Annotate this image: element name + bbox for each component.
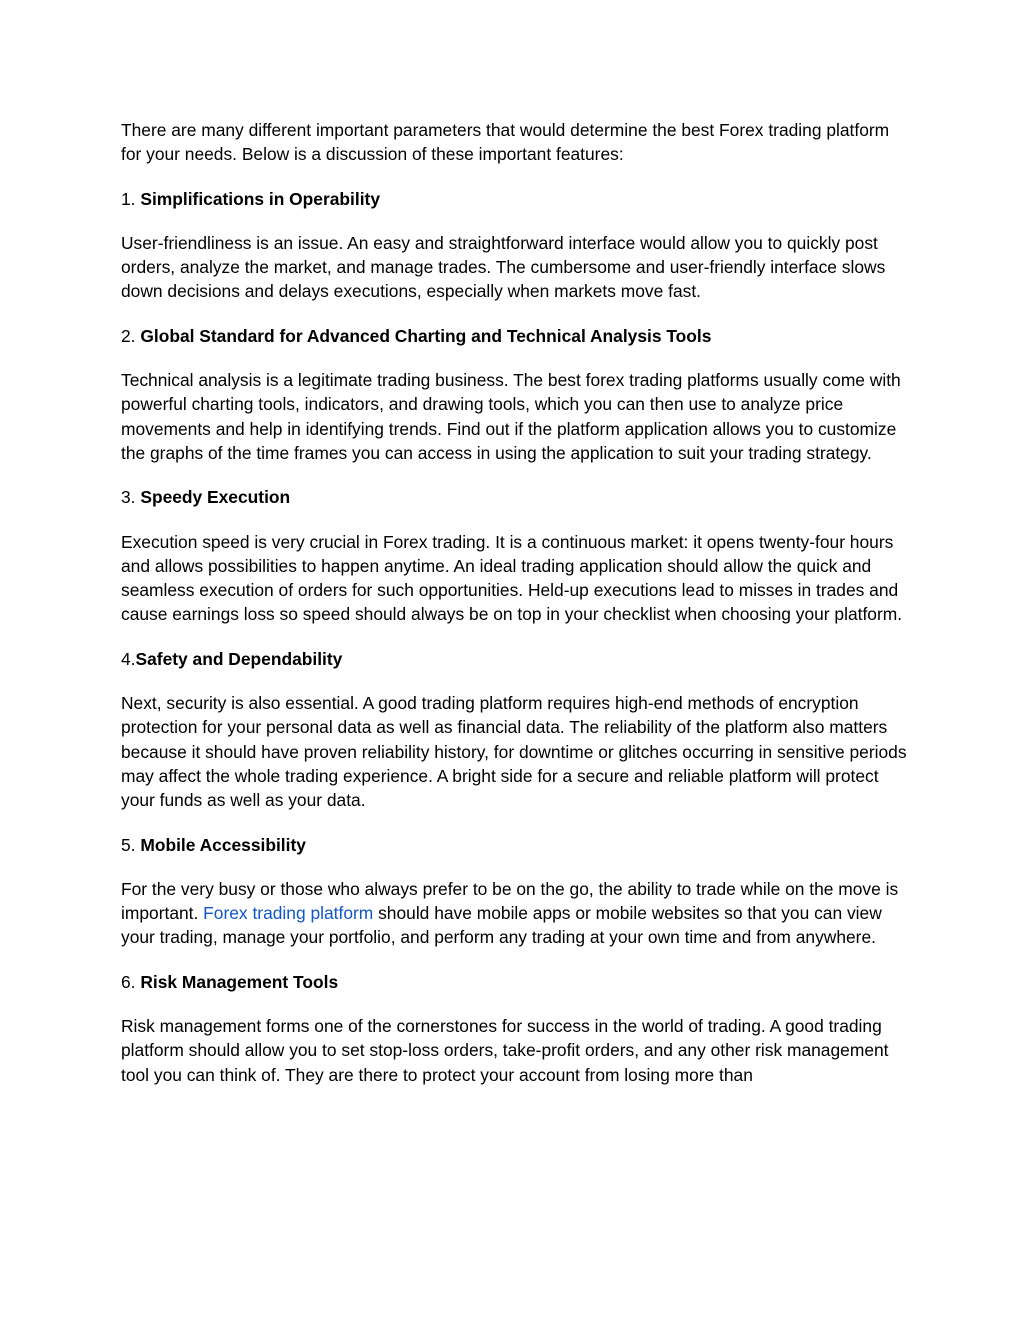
- section-4-number: 4.: [121, 648, 136, 669]
- section-2-body: Technical analysis is a legitimate trading business. The best forex trading platforms usually come with powerful charting tools, indicators, and drawing tools, which you can then use to analyze price movements and help in identifying trends. Find out if the platform application allows you to customize the graphs of the time frames you can access in using the application to suit your trading strategy.: [121, 370, 901, 463]
- section-1-number: 1.: [121, 188, 141, 209]
- section-5-body-before-link: For the very busy or those who always prefer to be on the go, the ability to trade while on the move is important.: [121, 878, 899, 924]
- section-3-number: 3.: [121, 487, 141, 508]
- section-5-body: [121, 877, 911, 950]
- section-2-number: 2.: [121, 325, 141, 346]
- section-5-title: Mobile Accessibility: [140, 834, 306, 855]
- section-4-title: Safety and Dependability: [135, 648, 343, 669]
- section-6-body: Risk management forms one of the cornerstones for success in the world of trading. A good trading platform should allow you to set stop-loss orders, take-profit orders, and any other risk management tool you can think of. They are there to protect your account from losing more than: [121, 1016, 889, 1085]
- forex-trading-platform-link[interactable]: Forex trading platform: [203, 903, 374, 924]
- section-1-body: User-friendliness is an issue. An easy and straightforward interface would allow you to quickly post orders, analyze the market, and manage trades. The cumbersome and user-friendly interface slows down decisions and delays executions, especially when markets move fast.: [121, 232, 886, 302]
- section-1-heading: [121, 187, 911, 211]
- section-2-title: Global Standard for Advanced Charting and Technical Analysis Tools: [140, 325, 712, 346]
- section-3-title: Speedy Execution: [140, 487, 291, 508]
- section-2-heading: [121, 324, 911, 348]
- document-page: [121, 118, 911, 1107]
- section-5-body-after-link: should have mobile apps or mobile websites so that you can view your trading, manage your portfolio, and perform any trading at your own time and from anywhere.: [121, 903, 882, 948]
- section-4-heading: [121, 647, 911, 671]
- section-1-title: Simplifications in Operability: [140, 188, 380, 209]
- section-4-body: Next, security is also essential. A good trading platform requires high-end methods of encryption protection for your personal data as well as financial data. The reliability of the platform also matters because it should have proven reliability history, for downtime or glitches occurring in sensitive periods may affect the whole trading experience. A bright side for a secure and reliable platform will protect your funds as well as your data.: [121, 693, 907, 811]
- section-3-body: Execution speed is very crucial in Forex trading. It is a continuous market: it opens twenty-four hours and allows possibilities to happen anytime. An ideal trading application should allow the quick and seamless execution of orders for such opportunities. Held-up executions lead to misses in trades and cause earnings loss so speed should always be on top in your checklist when choosing your platform.: [121, 531, 903, 625]
- section-6-number: 6.: [121, 971, 141, 992]
- section-3-heading: [121, 485, 911, 509]
- section-5-heading: [121, 833, 911, 857]
- section-6-heading: [121, 970, 911, 994]
- section-6-title: Risk Management Tools: [140, 971, 339, 992]
- section-5-number: 5.: [121, 834, 141, 855]
- intro-paragraph: There are many different important parameters that would determine the best Forex trading platform for your needs. Below is a discussion of these important features:: [121, 120, 890, 165]
